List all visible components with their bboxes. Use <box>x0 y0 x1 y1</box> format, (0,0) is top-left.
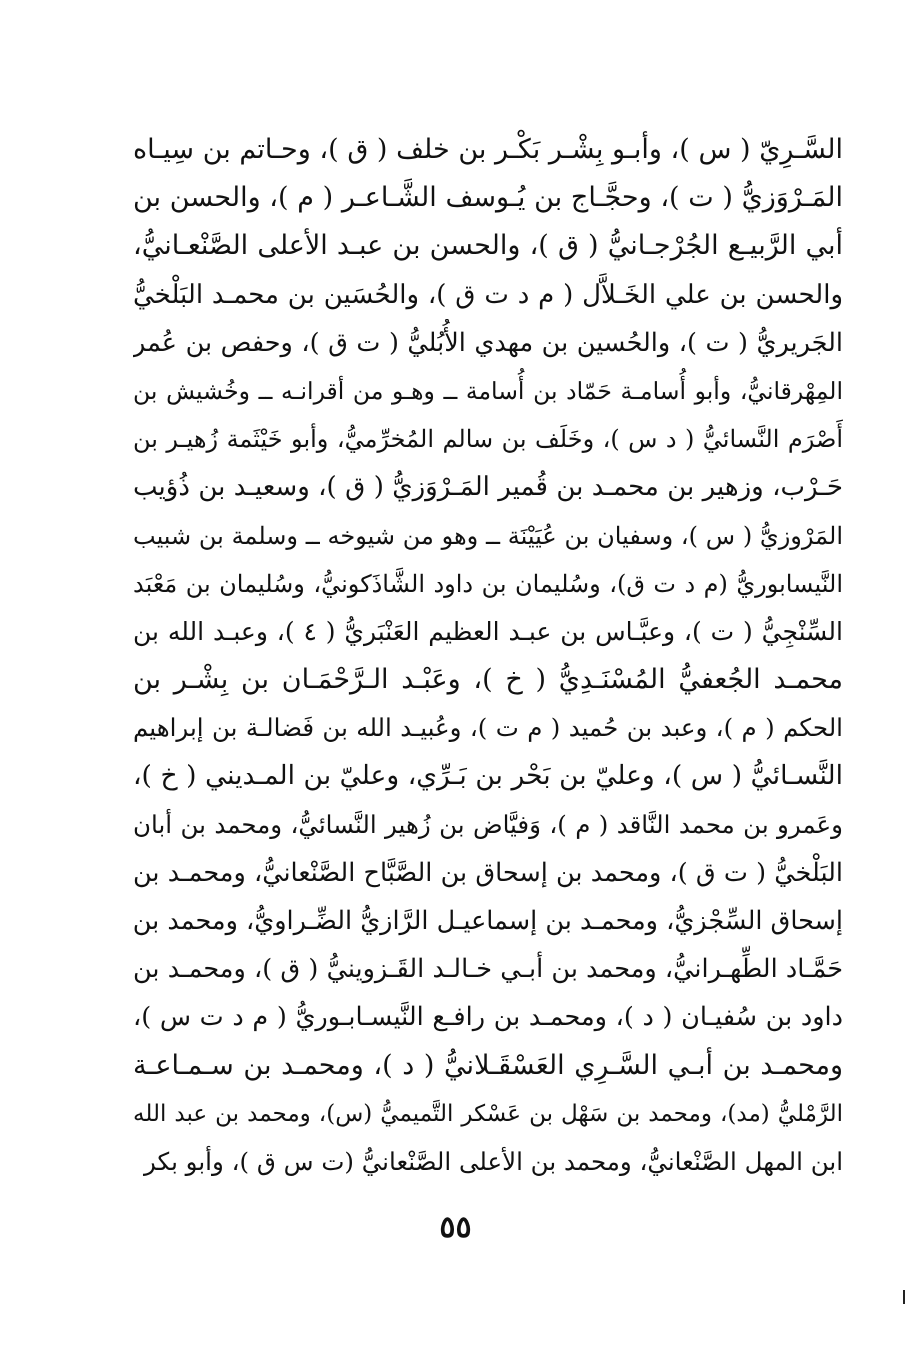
text-line: السَّـرِيّ ( س )، وأبـو بِشْـر بَكْـر بن خلف ( ق )، وحـاتم بن سِيـاه <box>133 134 843 165</box>
page-number: ٥٥ <box>439 1210 472 1245</box>
text-line: أَصْرَم النَّسائيُّ ( د س )، وخَلَف بن سالم المُخرِّميُّ، وأبو خَيْثَمة زُهيـر بن <box>133 425 843 454</box>
text-line: الرَّمْليُّ (مد)، ومحمد بن سَهْل بن عَسْكر التَّميميُّ (س)، ومحمد بن عبد الله <box>133 1100 843 1127</box>
body-text <box>133 126 843 1186</box>
text-line: إسحاق السِّجْزيُّ، ومحمـد بن إسماعيـل الرَّازيُّ الضِّـراويُّ، ومحمد بن <box>133 906 843 936</box>
text-line: محمـد الجُعفيُّ المُسْنَـدِيُّ ( خ )، وعَبْـد الـرَّحْمَـان بن بِشْـر بن <box>133 664 843 696</box>
text-line: المَـرْوَزيُّ ( ت )، وحجَّـاج بن يُـوسف الشَّـاعـر ( م )، والحسن بن <box>133 182 843 214</box>
text-line: المِهْرقانيُّ، وأبو أُسامـة حَمّاد بن أُسامة ــ وهـو من أقرانـه ــ وخُشيش بن <box>133 376 843 405</box>
text-line: السِّنْجِيُّ ( ت )، وعبَّـاس بن عبـد العظيم العَنْبَريُّ ( ٤ )، وعبـد الله بن <box>133 616 843 646</box>
text-line: أبي الرَّبيـع الجُرْجـانيُّ ( ق )، والحسن بن عبـد الأعلى الصَّنْعـانيُّ، <box>133 230 843 262</box>
text-line: المَرْوزيُّ ( س )، وسفيان بن عُيَيْنَة ــ وهو من شيوخه ــ وسلمة بن شبيب <box>133 521 843 550</box>
text-line: ومحمـد بن أبـي السَّـرِي العَسْقَـلانيُّ ( د )، ومحمـد بن سـمـاعـة <box>133 1049 843 1081</box>
text-line: ابن المهل الصَّنْعانيُّ، ومحمد بن الأعلى الصَّنْعانيُّ (ت س ق )، وأبو بكر <box>144 1146 843 1176</box>
text-line: والحسن بن علي الخَـلاَّل ( م د ت ق )، والحُسَين بن محمـد البَلْخيُّ <box>133 279 843 310</box>
text-line: الحكم ( م )، وعبد بن حُميد ( م ت )، وعُبيـد الله بن فَضالـة بن إبراهيم <box>133 713 843 743</box>
text-line: داود بن سُفيـان ( د )، ومحمـد بن رافـع النَّيسـابـوريُّ ( م د ت س )، <box>133 1002 843 1033</box>
text-line: الجَريريُّ ( ت )، والحُسين بن مهدي الأُبُليُّ ( ت ق )، وحفص بن عُمر <box>133 327 843 358</box>
text-line: وعَمرو بن محمد النَّاقد ( م )، وَفيَّاض بن زُهير النَّسائيُّ، ومحمد بن أبان <box>133 809 843 839</box>
text-line: حَـرْب، وزهير بن محمـد بن قُمير المَـرْوَزيُّ ( ق )، وسعيـد بن ذُؤيب <box>133 472 843 503</box>
text-line: حَمَّـاد الطِّهـرانيُّ، ومحمد بن أبـي خـالـد القَـزوينيُّ ( ق )، ومحمـد بن <box>133 954 843 985</box>
text-line: النَّسـائيُّ ( س )، وعليّ بن بَحْر بن بَـرِّي، وعليّ بن المـديني ( خ )، <box>133 760 843 792</box>
text-line: البَلْخيُّ ( ت ق )، ومحمد بن إسحاق بن الصَّبَّاح الصَّنْعانيُّ، ومحمـد بن <box>133 857 843 888</box>
scan-edge-mark <box>903 1290 905 1304</box>
text-line: النَّيسابوريُّ (م د ت ق)، وسُليمان بن داود الشَّاذَكونيُّ، وسُليمان بن مَعْبَد <box>133 569 843 598</box>
